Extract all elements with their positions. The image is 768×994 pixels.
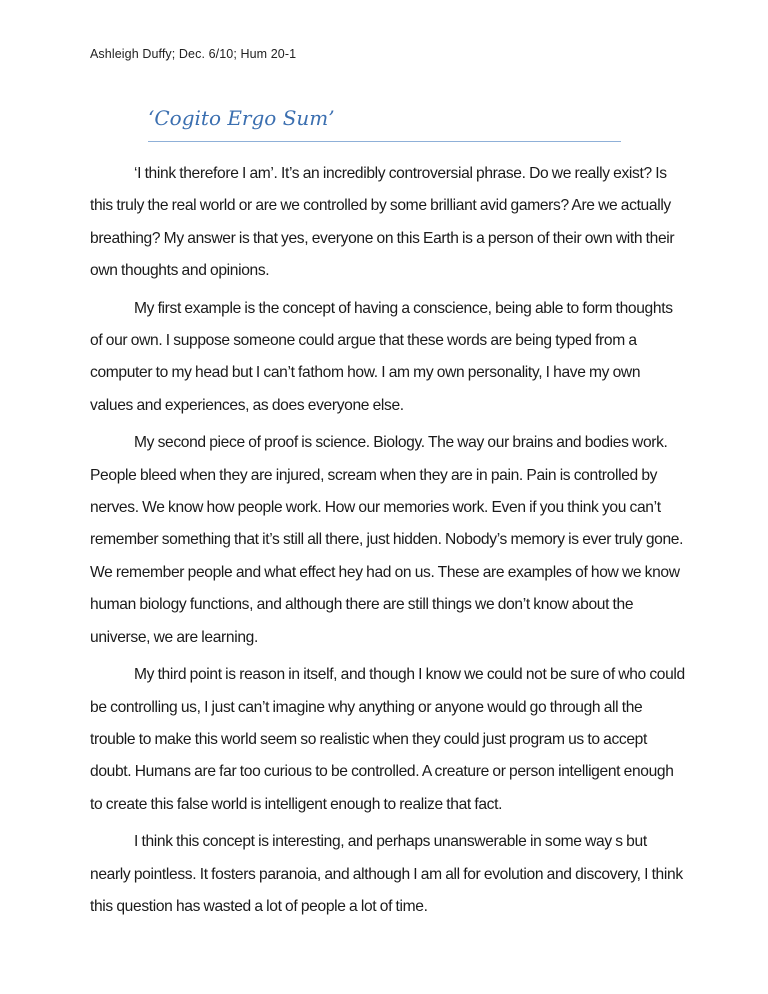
title-underline-rule bbox=[148, 141, 621, 142]
paragraph-third-point: My third point is reason in itself, and though I know we could not be sure of who could be controlling us, I just can’t imagine why anything or anyone would go through all the trouble to make this world seem so realistic when they could just program us to accept doubt. Humans are far too curious to be controlled. A creature or person intelligent enough to create this false world is intelligent enough to realize that fact. bbox=[90, 666, 685, 813]
paragraph-conclusion: I think this concept is interesting, and perhaps unanswerable in some way s but nearly pointless. It fosters paranoia, and although I am all for evolution and discovery, I think this question has wasted a lot of people a lot of time. bbox=[90, 833, 683, 915]
paragraph-second-proof: My second piece of proof is science. Biology. The way our brains and bodies work. People bleed when they are injured, scream when they are in pain. Pain is controlled by nerves. We know how people work. How our memories work. Even if you think you can’t remember something that it’s still all there, just hidden. Nobody’s memory is ever truly gone. We remember people and what effect hey had on us. These are examples of how we know human biology functions, and although there are still things we don’t know about the universe, we are learning. bbox=[90, 434, 684, 646]
document-body bbox=[90, 158, 686, 923]
paragraph-first-example: My first example is the concept of having a conscience, being able to form thoughts of our own. I suppose someone could argue that these words are being typed from a computer to my head but I can’t fathom how. I am my own personality, I have my own values and experiences, as does everyone else. bbox=[90, 299, 673, 414]
document-header: Ashleigh Duffy; Dec. 6/10; Hum 20-1 bbox=[90, 47, 297, 61]
paragraph-intro: ‘I think therefore I am’. It’s an incredibly controversial phrase. Do we really exist? Is this truly the real world or are we controlled by some brilliant avid gamers? Are we actually breathing? My answer is that yes, everyone on this Earth is a person of their own with their own thoughts and opinions. bbox=[90, 165, 675, 280]
document-title: ‘Cogito Ergo Sum’ bbox=[148, 106, 335, 130]
